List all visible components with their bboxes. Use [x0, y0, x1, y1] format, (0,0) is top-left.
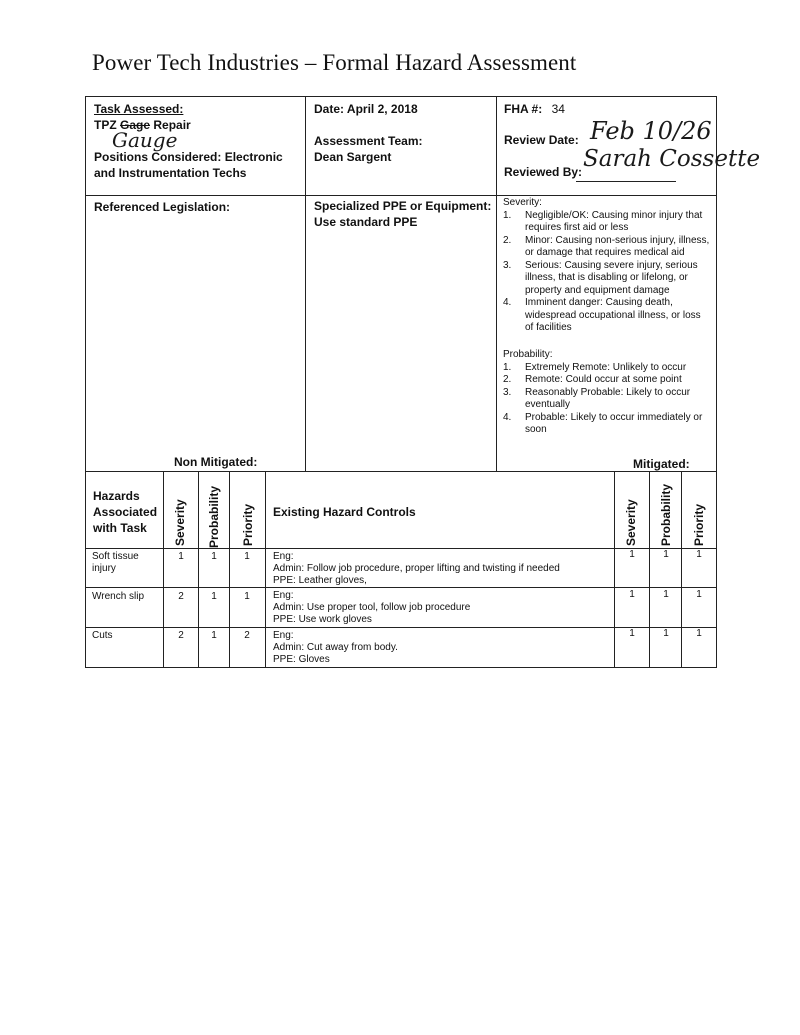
task-label: Task Assessed: — [94, 102, 184, 116]
fha-field — [504, 101, 565, 117]
probability-item: 4. Probable: Likely to occur immediately or soon — [503, 411, 703, 435]
controls-cell — [273, 590, 613, 626]
col-priority-header: Priority — [241, 503, 255, 546]
controls-cell — [273, 630, 613, 666]
ppe-line: PPE: Leather gloves, — [273, 575, 367, 586]
reviewed-by-label: Reviewed By: — [504, 165, 583, 179]
positions-label: Positions Considered: — [94, 150, 222, 164]
admin-line: Admin: Cut away from body. — [273, 642, 398, 653]
probability-item: 3. Reasonably Probable: Likely to occur eventually — [503, 386, 691, 410]
col-line — [681, 471, 682, 668]
review-date-label: Review Date: — [504, 133, 579, 147]
fha-value: 34 — [551, 102, 565, 116]
frame-right — [716, 96, 717, 668]
col-m-severity-header: Severity — [624, 499, 638, 546]
col-line — [163, 471, 164, 668]
divider-h1 — [85, 195, 717, 196]
date-field — [314, 101, 418, 117]
col-severity-header: Severity — [173, 499, 187, 546]
team-label: Assessment Team: — [314, 134, 423, 148]
probability-cell: 1 — [211, 630, 217, 641]
probability-scale — [503, 349, 711, 437]
col-line — [265, 471, 266, 668]
priority-cell: 1 — [244, 551, 250, 562]
severity-item: 3. Serious: Causing severe injury, serious illness, that is disabling or lifelong, or property and equipment damage — [503, 259, 698, 296]
struck-word: Gage — [120, 118, 151, 132]
divider-v2 — [496, 96, 497, 472]
severity-item: 4. Imminent danger: Causing death, widespread occupational illness, or loss of facilities — [503, 297, 701, 333]
severity-scale — [503, 197, 711, 335]
frame-bottom — [85, 667, 717, 668]
eng-line: Eng: — [273, 590, 294, 601]
col-m-probability-header: Probability — [659, 483, 673, 546]
hazards-header: Hazards Associated with Task — [93, 489, 158, 535]
m-priority-cell: 1 — [696, 589, 702, 600]
admin-line: Admin: Use proper tool, follow job procedure — [273, 602, 471, 613]
m-probability-cell: 1 — [663, 589, 669, 600]
admin-line: Admin: Follow job procedure, proper lifting and twisting if needed — [273, 563, 560, 574]
m-severity-cell: 1 — [629, 628, 635, 639]
probability-cell: 1 — [211, 591, 217, 602]
probability-item: 2. Remote: Could occur at some point — [503, 374, 682, 385]
m-priority-cell: 1 — [696, 549, 702, 560]
m-priority-cell: 1 — [696, 628, 702, 639]
non-mitigated-label: Non Mitigated: — [174, 455, 258, 469]
reviewed-by-signature: Sarah Cossette — [583, 146, 761, 172]
positions-considered — [94, 149, 299, 181]
severity-cell: 1 — [178, 551, 184, 562]
positions-value: Electronic and Instrumentation Techs — [94, 150, 283, 180]
col-line — [614, 471, 615, 668]
divider-h2 — [85, 471, 717, 472]
probability-item: 1. Extremely Remote: Unlikely to occur — [503, 361, 687, 373]
divider-v1 — [305, 96, 306, 472]
priority-cell: 2 — [244, 630, 250, 641]
probability-heading: Probability: — [503, 349, 553, 360]
date-label: Date: — [314, 102, 345, 116]
row-line — [85, 587, 717, 588]
frame-left — [85, 96, 86, 668]
col-m-priority-header: Priority — [692, 503, 706, 546]
m-probability-cell: 1 — [663, 549, 669, 560]
col-line — [649, 471, 650, 668]
ppe-line: PPE: Gloves — [273, 654, 330, 665]
hazard-cell: Soft tissue injury — [92, 551, 139, 574]
team-value: Dean Sargent — [314, 150, 392, 164]
m-severity-cell: 1 — [629, 549, 635, 560]
severity-item: 1. Negligible/OK: Causing minor injury that requires first aid or less — [503, 209, 703, 233]
fha-label: FHA #: — [504, 102, 543, 116]
col-line — [229, 471, 230, 668]
signature-underline — [576, 181, 676, 182]
hazard-cell: Cuts — [92, 630, 113, 641]
task-assessed-label — [94, 101, 183, 117]
legislation-label: Referenced Legislation: — [94, 200, 231, 214]
severity-cell: 2 — [178, 630, 184, 641]
task-value: TPZ Gage Repair — [94, 118, 191, 132]
frame-top — [85, 96, 717, 97]
eng-line: Eng: — [273, 630, 294, 641]
mitigated-label: Mitigated: — [633, 457, 690, 471]
ppe-label: Specialized PPE or Equipment: — [314, 199, 492, 213]
ppe-line: PPE: Use work gloves — [273, 614, 372, 625]
col-probability-header: Probability — [207, 485, 221, 548]
date-value: April 2, 2018 — [346, 102, 418, 116]
controls-cell — [273, 551, 613, 587]
severity-cell: 2 — [178, 591, 184, 602]
page-title: Power Tech Industries – Formal Hazard Assessment — [92, 50, 577, 75]
severity-item: 2. Minor: Causing non-serious injury, illness, or damage that requires medical aid — [503, 234, 710, 258]
priority-cell: 1 — [244, 591, 250, 602]
task-handwritten: Gauge — [112, 128, 178, 152]
severity-heading: Severity: — [503, 197, 542, 208]
probability-cell: 1 — [211, 551, 217, 562]
eng-line: Eng: — [273, 551, 294, 562]
controls-header: Existing Hazard Controls — [273, 505, 416, 519]
hazard-cell: Wrench slip — [92, 591, 145, 602]
ppe-value: Use standard PPE — [314, 215, 418, 229]
m-probability-cell: 1 — [663, 628, 669, 639]
review-date-value: Feb 10/26 — [590, 117, 712, 145]
m-severity-cell: 1 — [629, 589, 635, 600]
